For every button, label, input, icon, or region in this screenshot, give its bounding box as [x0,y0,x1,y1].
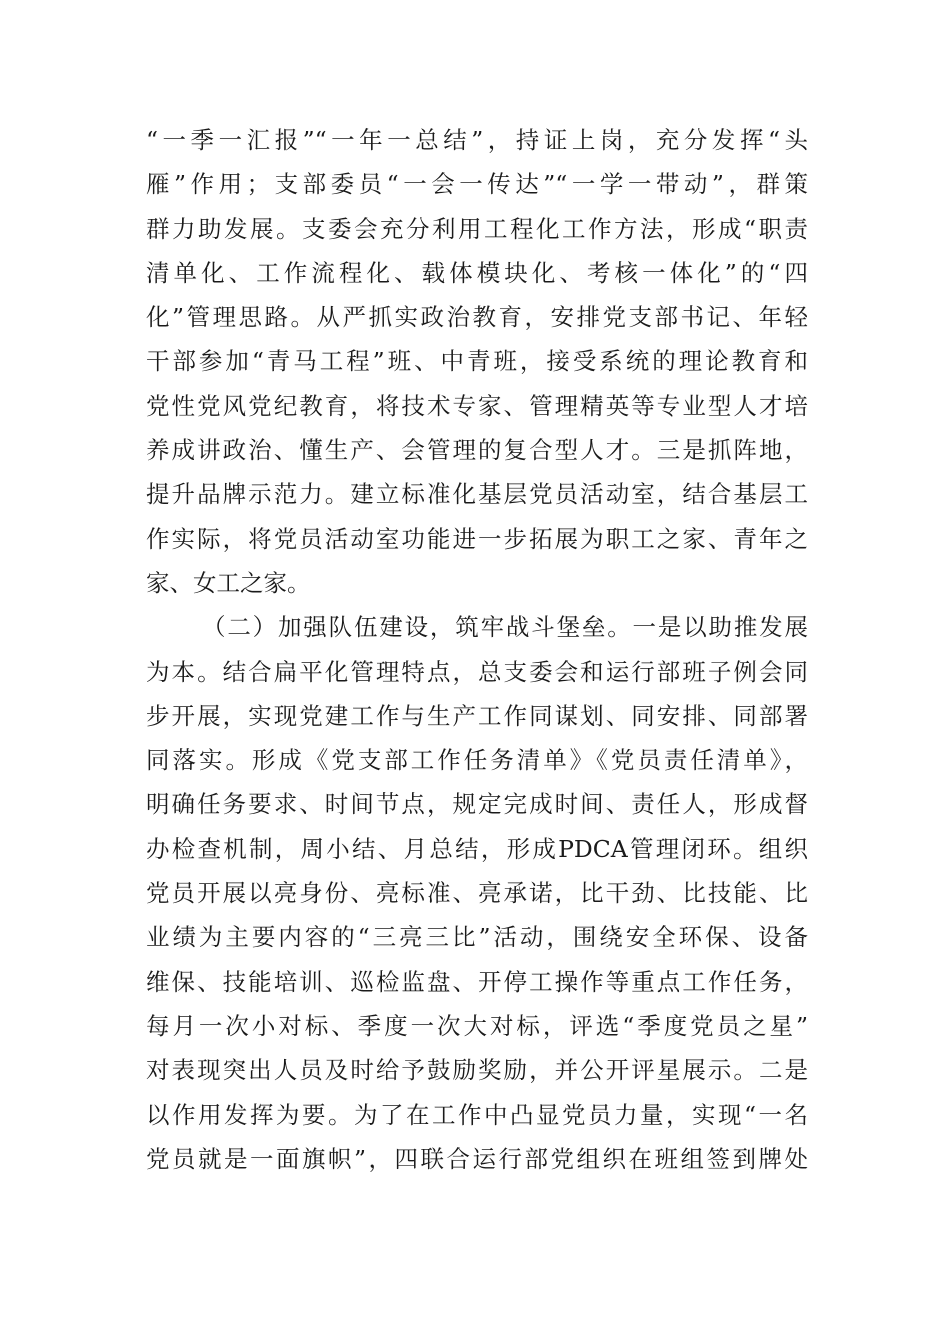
text-line: 业绩为主要内容的“三亮三比”活动，围绕安全环保、设备 [146,923,808,952]
text-line: 干部参加“青马工程”班、中青班，接受系统的理论教育和 [146,347,808,376]
text-line: 以作用发挥为要。为了在工作中凸显党员力量，实现“一名 [146,1100,808,1129]
text-line: 步开展，实现党建工作与生产工作同谋划、同安排、同部署 [146,701,808,730]
text-line: 明确任务要求、时间节点，规定完成时间、责任人，形成督 [146,790,808,819]
text-line: 提升品牌示范力。建立标准化基层党员活动室，结合基层工 [146,480,808,509]
section-heading-line: （二）加强队伍建设，筑牢战斗堡垒。一是以助推发展 [202,613,808,642]
text-line: 清单化、工作流程化、载体模块化、考核一体化”的“四 [146,258,808,287]
text-line: 党性党风党纪教育，将技术专家、管理精英等专业型人才培 [146,391,808,420]
text-line: 维保、技能培训、巡检监盘、开停工操作等重点工作任务， [146,967,808,996]
text-line: 办检查机制，周小结、月总结，形成PDCA管理闭环。组织 [146,834,808,863]
text-line: 化”管理思路。从严抓实政治教育，安排党支部书记、年轻 [146,303,808,332]
text-line: 每月一次小对标、季度一次大对标，评选“季度党员之星” [146,1011,808,1040]
text-line: 对表现突出人员及时给予鼓励奖励，并公开评星展示。二是 [146,1056,808,1085]
text-line: 作实际，将党员活动室功能进一步拓展为职工之家、青年之 [146,524,808,553]
text-line: 养成讲政治、懂生产、会管理的复合型人才。三是抓阵地， [146,436,808,465]
text-line: 同落实。形成《党支部工作任务清单》《党员责任清单》， [146,746,808,775]
text-line: “一季一汇报”“一年一总结”，持证上岗，充分发挥“头 [146,126,808,154]
text-line: 为本。结合扁平化管理特点，总支委会和运行部班子例会同 [146,657,808,686]
body-text [146,118,808,1181]
text-line: 雁”作用；支部委员“一会一传达”“一学一带动”，群策 [146,170,808,199]
text-line: 群力助发展。支委会充分利用工程化工作方法，形成“职责 [146,214,808,243]
text-line: 党员就是一面旗帜”，四联合运行部党组织在班组签到牌处 [146,1144,808,1173]
text-line: 党员开展以亮身份、亮标准、亮承诺，比干劲、比技能、比 [146,879,808,908]
text-line: 家、女工之家。 [146,568,311,597]
